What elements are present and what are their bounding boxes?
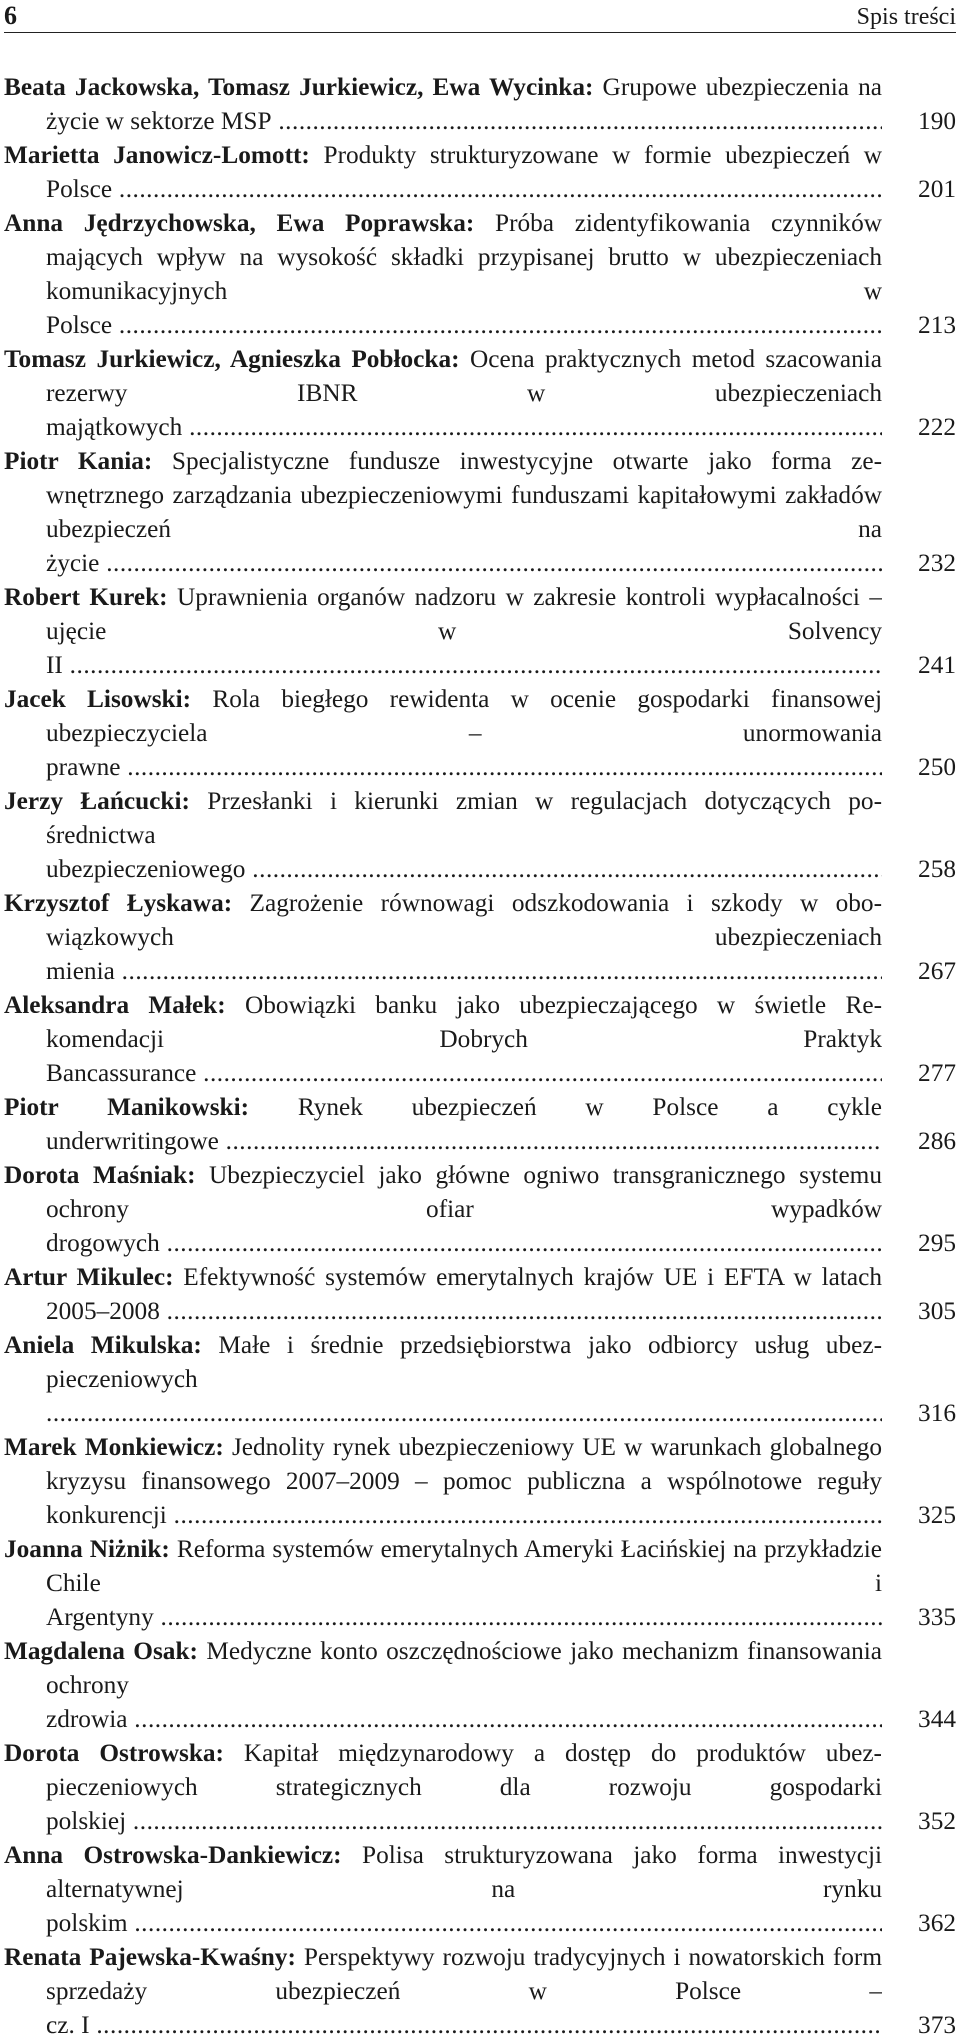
toc-entry-author: Aleksandra Małek: xyxy=(4,991,226,1019)
toc-entry-author: Beata Jackowska, Tomasz Jurkiewicz, Ewa Wycinka: xyxy=(4,73,594,101)
toc-entry-page-number: 335 xyxy=(918,1603,956,1631)
toc-entry-title: Małe i średnie przedsiębiorstwa jako odbiorcy usług ubezpieczeniowych xyxy=(46,1331,882,1393)
toc-entry-title: Próba zidentyfikowania czynników mających wpływ na wysokość składki przypisanej brutto w ubezpieczeniach komunikacyjnych w xyxy=(46,209,882,305)
toc-entry-title: Kapitał międzynarodowy a dostęp do produktów ubezpieczeniowych strategicznych dla rozwoju gospodarki xyxy=(46,1739,882,1801)
toc-entry-text xyxy=(4,138,882,206)
toc-entry-page-number: 362 xyxy=(918,1909,956,1937)
toc-entry-title-end: życie w sektorze MSP ..... xyxy=(46,107,882,135)
page-number: 6 xyxy=(4,1,17,30)
toc-entry-author: Dorota Maśniak: xyxy=(4,1161,196,1189)
toc-entry-title-end: cz. I ..... xyxy=(46,2011,882,2039)
toc-entry-title-end: mienia ..... xyxy=(46,957,882,985)
toc-entry-text xyxy=(4,1532,882,1634)
toc-entry-text xyxy=(4,682,882,784)
toc-entry-page-number: 277 xyxy=(918,1059,956,1087)
toc-entry-text xyxy=(4,1260,882,1328)
toc-entry-author: Anna Jędrzychowska, Ewa Poprawska: xyxy=(4,209,475,237)
running-head: Spis treści xyxy=(856,4,956,30)
toc-entry xyxy=(4,1736,956,1838)
toc-entry-title: Ubezpieczyciel jako główne ogniwo transgranicznego systemu ochrony ofiar wypadków xyxy=(46,1161,882,1223)
toc-entry xyxy=(4,580,956,682)
table-of-contents xyxy=(4,70,956,2042)
toc-entry-author: Piotr Manikowski: xyxy=(4,1093,250,1121)
toc-entry-title: Medyczne konto oszczędnościowe jako mechanizm finansowania ochrony xyxy=(46,1637,882,1699)
toc-entry xyxy=(4,1532,956,1634)
toc-entry-page-number: 241 xyxy=(918,651,956,679)
toc-entry-title-end: Polsce ..... xyxy=(46,175,882,203)
toc-entry-title-end: ubezpieczeniowego ..... xyxy=(46,855,882,883)
toc-entry-title-end: Bancassurance ..... xyxy=(46,1059,882,1087)
toc-entry-author: Tomasz Jurkiewicz, Agnieszka Pobłocka: xyxy=(4,345,460,373)
toc-entry-page-number: 190 xyxy=(918,107,956,135)
toc-entry-text xyxy=(4,1328,882,1430)
toc-entry-page-number: 258 xyxy=(918,855,956,883)
toc-entry xyxy=(4,1090,956,1158)
toc-entry-title: Polisa strukturyzowana jako forma inwestycji alternatywnej na rynku xyxy=(46,1841,882,1903)
toc-entry-title: Produkty strukturyzowane w formie ubezpieczeń w xyxy=(323,141,882,169)
toc-entry-text xyxy=(4,886,882,988)
toc-entry-author: Anna Ostrowska-Dankiewicz: xyxy=(4,1841,342,1869)
toc-entry xyxy=(4,1430,956,1532)
toc-entry-title: Rola biegłego rewidenta w ocenie gospodarki finansowej ubezpieczyciela – unormowania xyxy=(46,685,882,747)
toc-entry-page-number: 213 xyxy=(918,311,956,339)
toc-entry-title-end: drogowych ..... xyxy=(46,1229,882,1257)
toc-entry xyxy=(4,1838,956,1940)
toc-entry-text xyxy=(4,70,882,138)
toc-entry-title-end: zdrowia ..... xyxy=(46,1705,882,1733)
toc-entry-text xyxy=(4,1158,882,1260)
toc-entry xyxy=(4,988,956,1090)
toc-entry-page-number: 201 xyxy=(918,175,956,203)
toc-entry-page-number: 325 xyxy=(918,1501,956,1529)
toc-entry-title-end: polskiej ..... xyxy=(46,1807,882,1835)
toc-entry-title: Jednolity rynek ubezpieczeniowy UE w warunkach globalnego kryzysu finansowego 2007–2009 – pomoc publiczna a wspólnotowe reguły xyxy=(46,1433,882,1495)
toc-entry-page-number: 250 xyxy=(918,753,956,781)
toc-entry xyxy=(4,70,956,138)
toc-entry-page-number: 232 xyxy=(918,549,956,577)
toc-entry-text xyxy=(4,342,882,444)
toc-entry-text xyxy=(4,1940,882,2042)
toc-entry-title-end: życie ..... xyxy=(46,549,882,577)
toc-entry-page-number: 305 xyxy=(918,1297,956,1325)
toc-entry xyxy=(4,1158,956,1260)
toc-entry xyxy=(4,444,956,580)
toc-entry-title: Reforma systemów emerytalnych Ameryki Łacińskiej na przykładzie Chile i xyxy=(46,1535,882,1597)
toc-entry-title: Ocena praktycznych metod szacowania rezerwy IBNR w ubezpieczeniach xyxy=(46,345,882,407)
toc-entry xyxy=(4,138,956,206)
toc-entry-text xyxy=(4,580,882,682)
toc-entry-text xyxy=(4,988,882,1090)
toc-entry-title-end: polskim ..... xyxy=(46,1909,882,1937)
toc-entry-text xyxy=(4,206,882,342)
toc-entry xyxy=(4,1328,956,1430)
toc-entry-text xyxy=(4,1838,882,1940)
toc-entry-page-number: 295 xyxy=(918,1229,956,1257)
toc-entry-page-number: 352 xyxy=(918,1807,956,1835)
toc-entry-author: Krzysztof Łyskawa: xyxy=(4,889,233,917)
toc-entry-author: Joanna Niżnik: xyxy=(4,1535,170,1563)
toc-entry-title: Efektywność systemów emerytalnych krajów UE i EFTA w latach xyxy=(183,1263,882,1291)
toc-entry-title-end: 2005–2008 ..... xyxy=(46,1297,882,1325)
toc-entry-text xyxy=(4,1736,882,1838)
toc-entry xyxy=(4,342,956,444)
toc-entry-author: Jerzy Łańcucki: xyxy=(4,787,190,815)
toc-entry-author: Robert Kurek: xyxy=(4,583,168,611)
toc-entry xyxy=(4,1634,956,1736)
toc-entry-title-end: Polsce ..... xyxy=(46,311,882,339)
toc-entry-title-end: majątkowych ..... xyxy=(46,413,882,441)
toc-entry-author: Renata Pajewska-Kwaśny: xyxy=(4,1943,296,1971)
toc-entry-title: Perspektywy rozwoju tradycyjnych i nowatorskich form sprzedaży ubezpieczeń w Polsce – xyxy=(46,1943,882,2005)
toc-entry-author: Marietta Janowicz-Lomott: xyxy=(4,141,310,169)
toc-entry xyxy=(4,1260,956,1328)
toc-entry-text xyxy=(4,1090,882,1158)
toc-entry-author: Piotr Kania: xyxy=(4,447,153,475)
toc-entry-page-number: 222 xyxy=(918,413,956,441)
toc-entry-text xyxy=(4,784,882,886)
toc-entry-title-end: Argentyny ..... xyxy=(46,1603,882,1631)
toc-entry-author: Marek Monkiewicz: xyxy=(4,1433,224,1461)
toc-entry xyxy=(4,1940,956,2042)
toc-entry-title: Obowiązki banku jako ubezpieczającego w świetle Rekomendacji Dobrych Praktyk xyxy=(46,991,882,1053)
toc-entry xyxy=(4,206,956,342)
toc-entry xyxy=(4,682,956,784)
toc-entry-page-number: 344 xyxy=(918,1705,956,1733)
toc-entry-title: Grupowe ubezpieczenia na xyxy=(602,73,882,101)
toc-entry-text xyxy=(4,444,882,580)
toc-entry-title: Rynek ubezpieczeń w Polsce a cykle xyxy=(297,1093,882,1121)
toc-entry-page-number: 316 xyxy=(918,1399,956,1427)
toc-entry-author: Magdalena Osak: xyxy=(4,1637,198,1665)
toc-entry-title: Uprawnienia organów nadzoru w zakresie kontroli wypłacalności – ujęcie w Solvency xyxy=(46,583,882,645)
toc-entry xyxy=(4,784,956,886)
toc-entry-page-number: 373 xyxy=(918,2011,956,2039)
toc-entry-author: Artur Mikulec: xyxy=(4,1263,174,1291)
toc-entry-page-number: 267 xyxy=(918,957,956,985)
toc-entry-text xyxy=(4,1634,882,1736)
toc-entry-title-end: underwritingowe ..... xyxy=(46,1127,882,1155)
toc-entry-author: Dorota Ostrowska: xyxy=(4,1739,224,1767)
toc-entry-page-number: 286 xyxy=(918,1127,956,1155)
toc-entry-text xyxy=(4,1430,882,1532)
toc-entry-title-end: konkurencji ..... xyxy=(46,1501,882,1529)
toc-entry-title: Zagrożenie równowagi odszkodowania i szkody w obowiązkowych ubezpieczeniach xyxy=(46,889,882,951)
toc-entry-title-end: prawne ..... xyxy=(46,753,882,781)
page-header xyxy=(4,0,956,33)
toc-entry-author: Aniela Mikulska: xyxy=(4,1331,202,1359)
toc-entry-title-end: II ..... xyxy=(46,651,882,679)
toc-entry xyxy=(4,886,956,988)
toc-entry-title-end xyxy=(46,1399,882,1427)
toc-entry-title: Przesłanki i kierunki zmian w regulacjach dotyczących pośrednictwa xyxy=(46,787,882,849)
toc-entry-author: Jacek Lisowski: xyxy=(4,685,192,713)
toc-entry-title: Specjalistyczne fundusze inwestycyjne otwarte jako forma zewnętrznego zarządzania ubezpieczeniowymi funduszami kapitałowymi zakładów ubezpieczeń na xyxy=(46,447,882,543)
